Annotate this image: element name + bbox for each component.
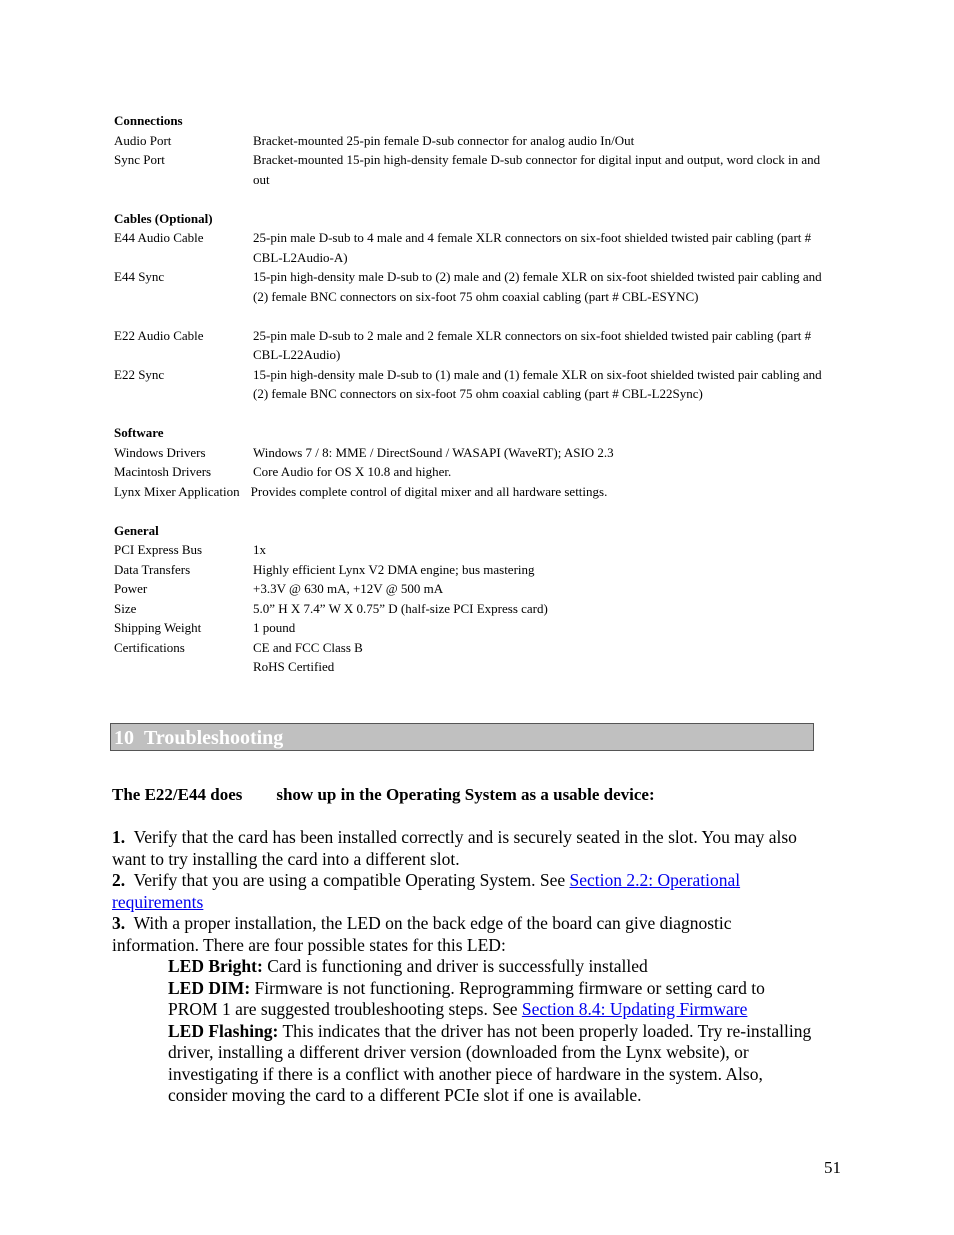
spec-row: Power +3.3V @ 630 mA, +12V @ 500 mA bbox=[114, 581, 444, 596]
spec-row: RoHS Certified bbox=[253, 659, 335, 674]
updating-firmware-link[interactable]: Section 8.4: Updating Firmware bbox=[521, 999, 748, 1019]
connections-heading: Connections bbox=[114, 113, 183, 128]
step-3: 3. With a proper installation, the LED on the back edge of the board can give diagnostic information. There are four possible states for this LED: bbox=[112, 913, 732, 955]
spec-row: E44 Sync 15-pin high-density male D-sub to (2) male and (2) female XLR on six-foot shielded twisted pair cabling and (2) female BNC connectors on six-foot 75 ohm coaxial cabling (part # CBL-ESYNC) bbox=[114, 269, 822, 304]
cables-heading: Cables (Optional) bbox=[114, 210, 213, 226]
spec-row: Sync Port Bracket-mounted 15-pin high-density female D-sub connector for digital input and output, word clock in and out bbox=[114, 152, 821, 187]
spec-row: Audio Port Bracket-mounted 25-pin female D-sub connector for analog audio In/Out bbox=[114, 132, 635, 148]
specifications bbox=[114, 111, 834, 677]
spec-row: Size 5.0” H X 7.4” W X 0.75” D (half-size PCI Express card) bbox=[114, 600, 548, 616]
spec-row: Data Transfers Highly efficient Lynx V2 DMA engine; bus mastering bbox=[114, 561, 535, 577]
led-states bbox=[112, 956, 812, 1107]
section-title: Troubleshooting bbox=[144, 727, 284, 749]
operational-requirements-link[interactable]: Section 2.2: Operational requirements bbox=[112, 870, 741, 912]
spec-row: Windows Drivers Windows 7 / 8: MME / DirectSound / WASAPI (WaveRT); ASIO 2.3 bbox=[114, 444, 614, 460]
led-bright: LED Bright: Card is functioning and driver is successfully installed bbox=[168, 956, 648, 976]
spec-row: Certifications CE and FCC Class B bbox=[114, 639, 363, 655]
section-heading bbox=[110, 723, 814, 751]
spec-row: Shipping Weight 1 pound bbox=[114, 620, 296, 635]
spec-row: E44 Audio Cable 25-pin male D-sub to 4 male and 4 female XLR connectors on six-foot shielded twisted pair cabling (part # CBL-L2Audio-A) bbox=[114, 230, 812, 265]
led-dim: LED DIM: Firmware is not functioning. Reprogramming firmware or setting card to PROM 1 are suggested troubleshooting steps. See Section 8.4: Updating Firmware bbox=[168, 977, 765, 1019]
page-number: 51 bbox=[824, 1158, 841, 1177]
software-heading: Software bbox=[114, 425, 164, 440]
troubleshooting-question: The E22/E44 does show up in the Operating System as a usable device: bbox=[112, 785, 655, 804]
step-2: 2. Verify that you are using a compatible Operating System. See Section 2.2: Operational requirements bbox=[112, 870, 741, 912]
spec-row: Macintosh Drivers Core Audio for OS X 10.8 and higher. bbox=[114, 464, 452, 479]
section-number: 10 bbox=[114, 727, 134, 749]
led-flashing: LED Flashing: This indicates that the driver has not been properly loaded. Try re-installing driver, installing a different driver version (downloaded from the Lynx website), or investigating if there is a conflict with another piece of hardware in the system. Also, consider moving the card to a different PCIe slot if one is available. bbox=[168, 1020, 812, 1105]
spec-row: E22 Audio Cable 25-pin male D-sub to 2 male and 2 female XLR connectors on six-foot shielded twisted pair cabling (part # CBL-L22Audio) bbox=[114, 327, 812, 362]
spec-row: PCI Express Bus 1x bbox=[114, 542, 266, 557]
step-1: 1. Verify that the card has been installed correctly and is securely seated in the slot. You may also want to try installing the card into a different slot. bbox=[112, 827, 797, 869]
troubleshooting-body bbox=[112, 784, 812, 1107]
general-heading: General bbox=[114, 522, 159, 538]
spec-row: E22 Sync 15-pin high-density male D-sub to (1) male and (1) female XLR on six-foot shielded twisted pair cabling and (2) female BNC connectors on six-foot 75 ohm coaxial cabling (part # CBL-L22Sync) bbox=[114, 366, 822, 401]
spec-row: Lynx Mixer Application Provides complete control of digital mixer and all hardware settings. bbox=[114, 483, 608, 499]
